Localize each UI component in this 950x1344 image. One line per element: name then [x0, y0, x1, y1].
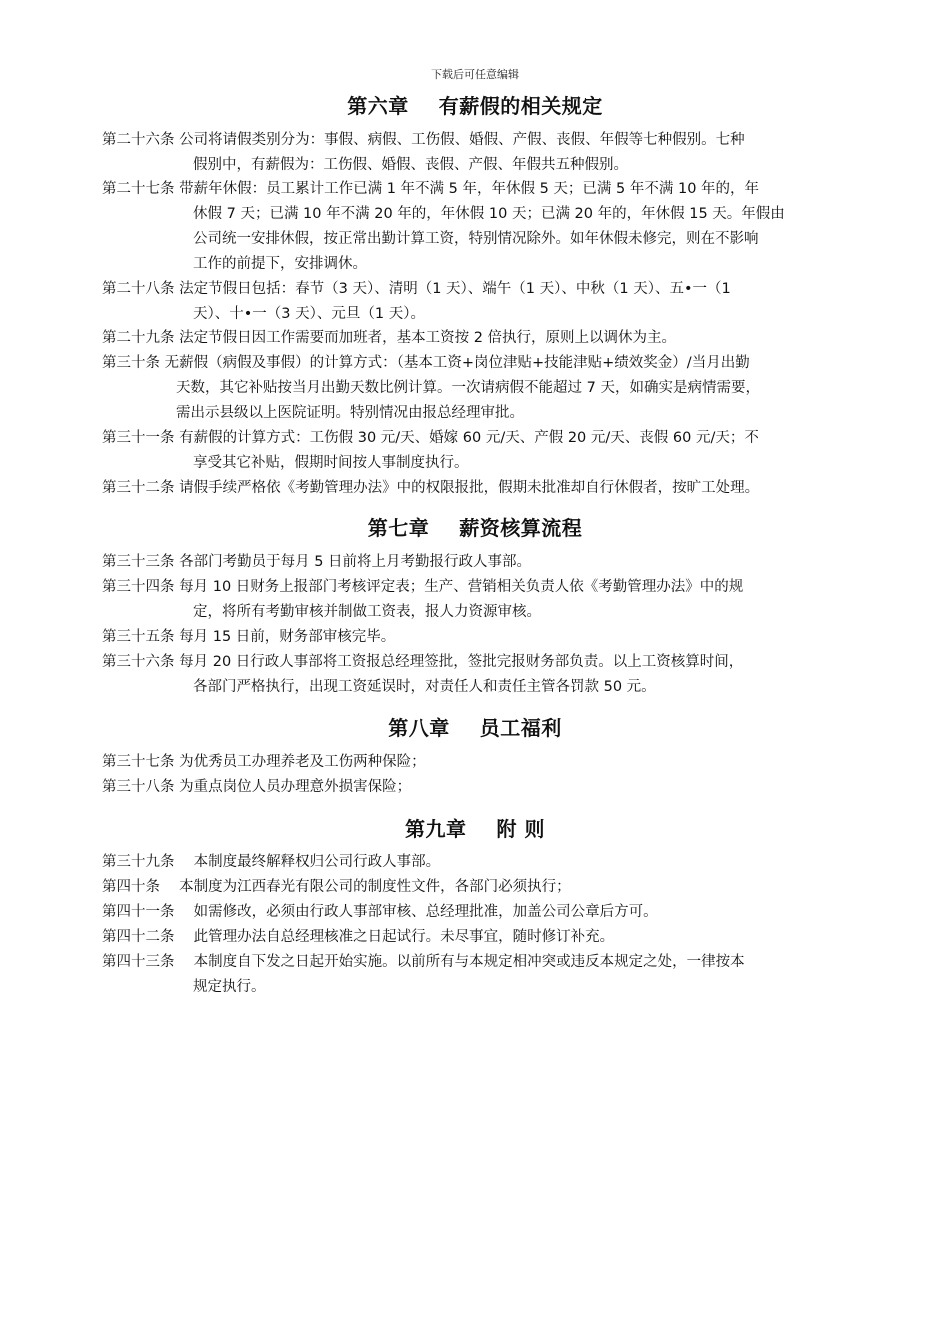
- article-line: 第三十七条 为优秀员工办理养老及工伤两种保险；: [102, 754, 426, 770]
- article-38: [102, 775, 852, 800]
- chapter-number: 第八章: [388, 716, 450, 740]
- chapter-number: 第六章: [347, 94, 409, 118]
- chapter-title: 附 则: [496, 817, 545, 841]
- chapter-number: 第九章: [405, 817, 467, 841]
- article-line: 第三十八条 为重点岗位人员办理意外损害保险；: [102, 779, 412, 795]
- chapter-9-heading: [0, 813, 950, 842]
- article-line: 第三十九条 本制度最终解释权归公司行政人事部。: [102, 854, 441, 870]
- article-line: 第二十七条 带薪年休假：员工累计工作已满 1 年不满 5 年，年休假 5 天；已满 5 年不满 10 年的，年: [102, 181, 760, 197]
- article-line: 定，将所有考勤审核并制做工资表，报人力资源审核。: [193, 604, 541, 620]
- article-line: 第三十六条 每月 20 日行政人事部将工资报总经理签批，签批完报财务部负责。以上工资核算时间，: [102, 654, 744, 670]
- chapter-number: 第七章: [367, 516, 430, 540]
- article-line: 第四十三条 本制度自下发之日起开始实施。以前所有与本规定相冲突或违反本规定之处，一律按本: [102, 954, 745, 970]
- article-28: [102, 277, 852, 327]
- article-29: [102, 326, 852, 351]
- chapter-8-heading: [0, 712, 950, 741]
- article-line: 第四十二条 此管理办法自总经理核准之日起试行。未尽事宜，随时修订补充。: [102, 929, 615, 945]
- chapter-title: 员工福利: [479, 716, 562, 740]
- article-43: [102, 950, 852, 1000]
- chapter-7-heading: [0, 512, 950, 541]
- article-37: [102, 750, 852, 775]
- article-33: [102, 550, 852, 575]
- article-27: [102, 177, 852, 277]
- article-line: 天）、十•一（3 天）、元旦（1 天）。: [193, 306, 425, 322]
- article-39: [102, 850, 852, 875]
- article-line: 需出示县级以上医院证明。特别情况由报总经理审批。: [176, 405, 524, 421]
- article-line: 工作的前提下，安排调休。: [193, 256, 367, 272]
- article-32: [102, 476, 852, 501]
- article-line: 第二十八条 法定节假日包括：春节（3 天）、清明（1 天）、端午（1 天）、中秋（1 天）、五•一（1: [102, 281, 731, 297]
- article-31: [102, 426, 852, 476]
- article-line: 第三十五条 每月 15 日前，财务部审核完毕。: [102, 629, 396, 645]
- article-line: 第三十一条 有薪假的计算方式：工伤假 30 元/天、婚嫁 60 元/天、产假 20 元/天、丧假 60 元/天；不: [102, 430, 759, 446]
- chapter-title: 薪资核算流程: [459, 516, 583, 540]
- article-40: [102, 875, 852, 900]
- article-30: [102, 351, 852, 426]
- article-26: [102, 128, 852, 178]
- article-line: 公司统一安排休假，按正常出勤计算工资，特别情况除外。如年休假未修完，则在不影响: [193, 231, 759, 247]
- article-line: 第三十四条 每月 10 日财务上报部门考核评定表；生产、营销相关负责人依《考勤管理办法》中的规: [102, 579, 744, 595]
- article-line: 第三十三条 各部门考勤员于每月 5 日前将上月考勤报行政人事部。: [102, 554, 532, 570]
- article-line: 第三十二条 请假手续严格依《考勤管理办法》中的权限报批，假期未批准却自行休假者，按旷工处理。: [102, 480, 760, 496]
- article-line: 第四十一条 如需修改，必须由行政人事部审核、总经理批准，加盖公司公章后方可。: [102, 904, 658, 920]
- article-35: [102, 625, 852, 650]
- article-line: 享受其它补贴，假期时间按人事制度执行。: [193, 455, 469, 471]
- article-line: 各部门严格执行，出现工资延误时，对责任人和责任主管各罚款 50 元。: [193, 679, 656, 695]
- article-line: 第四十条 本制度为江西春光有限公司的制度性文件，各部门必须执行；: [102, 879, 571, 895]
- chapter-6-heading: [0, 90, 950, 119]
- article-line: 规定执行。: [193, 979, 266, 995]
- article-42: [102, 925, 852, 950]
- article-line: 第二十九条 法定节假日因工作需要而加班者，基本工资按 2 倍执行，原则上以调休为主。: [102, 330, 677, 346]
- article-line: 第二十六条 公司将请假类别分为：事假、病假、工伤假、婚假、产假、丧假、年假等七种假别。七种: [102, 132, 745, 148]
- article-36: [102, 650, 852, 700]
- article-line: 假别中，有薪假为：工伤假、婚假、丧假、产假、年假共五种假别。: [193, 157, 628, 173]
- chapter-title: 有薪假的相关规定: [438, 94, 603, 118]
- article-34: [102, 575, 852, 625]
- article-line: 第三十条 无薪假（病假及事假）的计算方式：（基本工资+岗位津贴+技能津贴+绩效奖金）/当月出勤: [102, 355, 750, 371]
- article-line: 休假 7 天；已满 10 年不满 20 年的，年休假 10 天；已满 20 年的，年休假 15 天。年假由: [193, 206, 785, 222]
- header-note: 下载后可任意编辑: [431, 68, 519, 81]
- article-41: [102, 900, 852, 925]
- article-line: 天数，其它补贴按当月出勤天数比例计算。一次请病假不能超过 7 天，如确实是病情需要，: [176, 380, 760, 396]
